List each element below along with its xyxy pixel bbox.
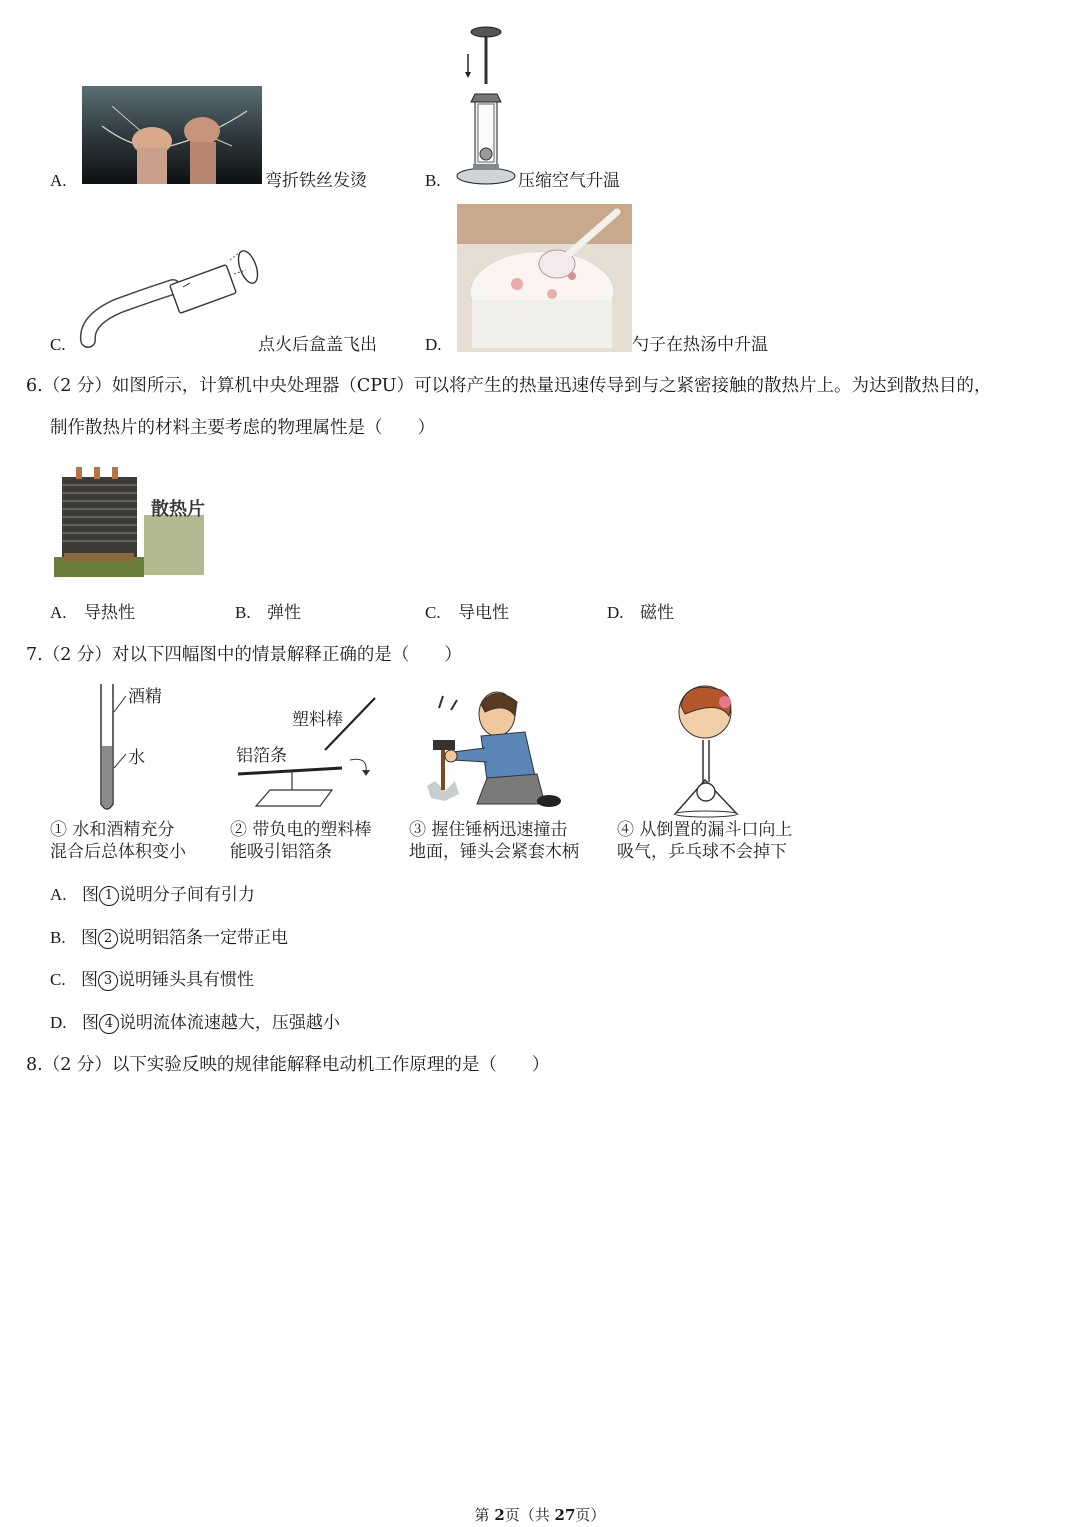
q7-stem: 7.（2 分）对以下四幅图中的情景解释正确的是（ ）	[26, 645, 462, 665]
q5-option-d-letter: D.	[425, 335, 442, 354]
q7-option-c-text: 说明锤头具有惯性	[118, 970, 254, 990]
fig4-caption-line2: 吸气，乒乓球不会掉下	[617, 842, 787, 862]
fig2-label-foil: 铝箔条	[236, 746, 287, 766]
footer-page-number: 2	[494, 1506, 505, 1524]
footer-mid: 页（共	[504, 1506, 555, 1524]
air-compression-apparatus	[455, 24, 517, 189]
q6-option-b-letter: B.	[235, 603, 251, 622]
page-footer	[0, 1506, 1080, 1524]
fig1-caption-line1: ① 水和酒精充分	[50, 820, 175, 840]
q7-option-d-letter: D.	[50, 1013, 67, 1032]
q5-option-d-text: 勺子在热汤中升温	[632, 335, 768, 355]
q6-stem-line2: 制作散热片的材料主要考虑的物理属性是（ ）	[50, 418, 435, 438]
q6-option-d-letter: D.	[607, 603, 624, 622]
fig2-caption-line2: 能吸引铝箔条	[230, 842, 332, 862]
fig1-label-alcohol: 酒精	[128, 687, 162, 707]
fig2-caption-line1: ② 带负电的塑料棒	[230, 820, 372, 840]
q5-option-b-letter: B.	[425, 171, 441, 190]
q7-option-b-text: 说明铝箔条一定带正电	[118, 928, 288, 948]
q7-option-a-letter: A.	[50, 885, 67, 904]
q7-option-c-letter: C.	[50, 970, 66, 989]
q7-option-c	[50, 970, 254, 991]
q7-option-b	[50, 928, 288, 949]
hammer-man-figure	[425, 686, 570, 814]
q5-option-b-text: 压缩空气升温	[518, 171, 620, 191]
ignition-box-lid	[78, 240, 263, 358]
spoon-in-soup-photo	[457, 204, 632, 352]
fig1-caption-line2: 混合后总体积变小	[50, 842, 186, 862]
footer-total-pages: 27	[554, 1506, 576, 1524]
heat-sink-label: 散热片	[151, 499, 205, 520]
q7-option-d	[50, 1013, 340, 1034]
q7-option-a	[50, 885, 255, 906]
circled-number-3: 3	[98, 971, 118, 991]
q6-stem-line1: 6.（2 分）如图所示，计算机中央处理器（CPU）可以将产生的热量迅速传导到与之紧密接触的散热片上。为达到散热目的，	[26, 376, 992, 396]
fig1-label-water: 水	[128, 748, 145, 768]
fig3-caption-line1: ③ 握住锤柄迅速撞击	[409, 820, 568, 840]
q6-option-b-text: 弹性	[267, 603, 301, 623]
q7-option-c-pre: 图	[81, 970, 98, 990]
q6-option-c-text: 导电性	[458, 603, 509, 623]
bending-wire-photo	[82, 86, 262, 184]
circled-number-2: 2	[98, 929, 118, 949]
heat-sink-photo	[54, 465, 204, 577]
q5-option-c-letter: C.	[50, 335, 66, 354]
q7-option-d-pre: 图	[81, 1013, 99, 1033]
q6-option-a-letter: A.	[50, 603, 67, 622]
q7-option-d-text: 说明流体流速越大，压强越小	[118, 1013, 340, 1033]
q6-option-a-text: 导热性	[84, 603, 135, 623]
q6-option-d-text: 磁性	[640, 603, 674, 623]
footer-post: 页）	[575, 1506, 606, 1524]
q7-option-a-text: 说明分子间有引力	[118, 885, 255, 905]
circled-number-1: 1	[99, 886, 119, 906]
q5-option-c-text: 点火后盒盖飞出	[258, 335, 377, 355]
fig1-leader-lines	[112, 690, 128, 770]
circled-number-4: 4	[99, 1014, 119, 1034]
fig4-caption-line1: ④ 从倒置的漏斗口向上	[617, 820, 793, 840]
q6-option-c-letter: C.	[425, 603, 441, 622]
q5-option-a-text: 弯折铁丝发烫	[265, 171, 367, 191]
fig2-label-rod: 塑料棒	[292, 710, 343, 730]
q7-option-a-pre: 图	[81, 885, 99, 905]
funnel-pingpong-figure	[665, 684, 765, 818]
footer-pre: 第	[474, 1506, 495, 1524]
q8-stem: 8.（2 分）以下实验反映的规律能解释电动机工作原理的是（ ）	[26, 1055, 550, 1075]
q5-option-a-letter: A.	[50, 171, 67, 190]
fig3-caption-line2: 地面，锤头会紧套木柄	[409, 842, 579, 862]
q7-option-b-pre: 图	[81, 928, 98, 948]
q7-option-b-letter: B.	[50, 928, 66, 947]
